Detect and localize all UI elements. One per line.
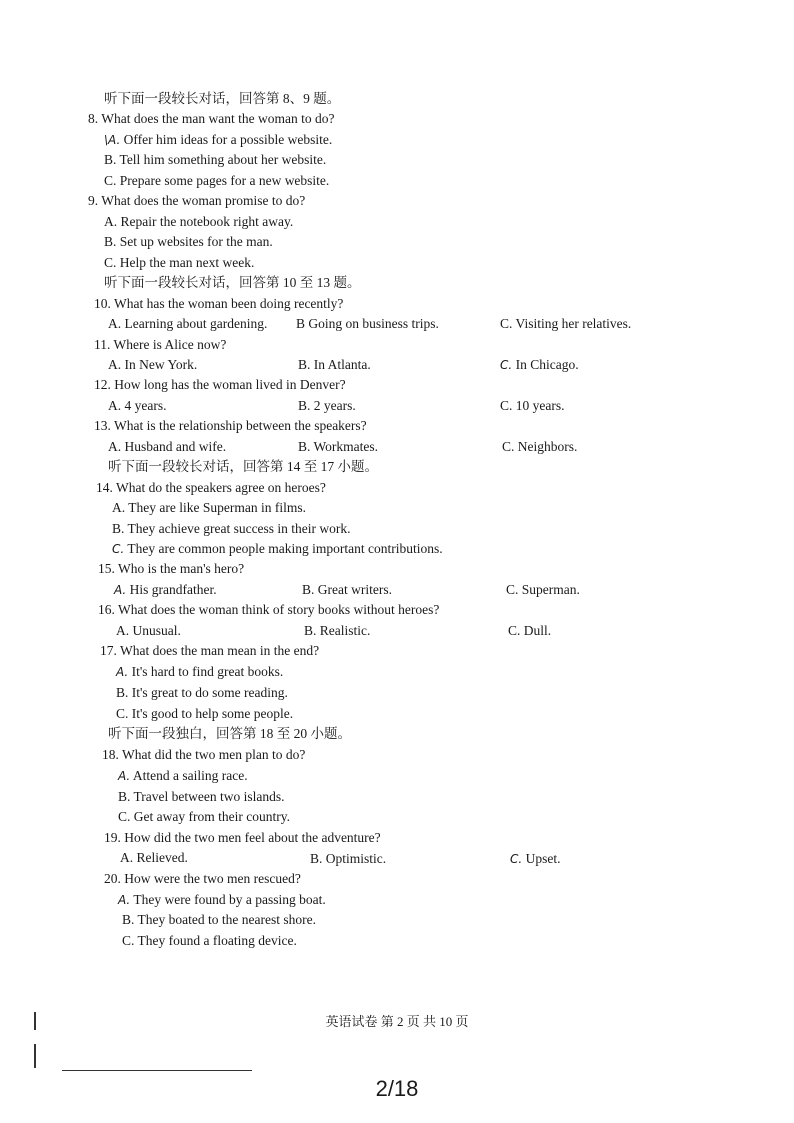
page-indicator: 2/18 bbox=[375, 1076, 419, 1101]
answer-mark: A. bbox=[118, 893, 131, 907]
option-13b: B. Workmates. bbox=[298, 439, 379, 454]
option-8c: C. Prepare some pages for a new website. bbox=[104, 173, 330, 188]
question-18: 18. What did the two men plan to do? bbox=[102, 747, 306, 762]
option-13a: A. Husband and wife. bbox=[108, 439, 227, 454]
option-18c: C. Get away from their country. bbox=[118, 809, 290, 824]
question-15: 15. Who is the man's hero? bbox=[98, 561, 245, 576]
option-20a bbox=[118, 891, 326, 909]
option-14b: B. They achieve great success in their work. bbox=[112, 521, 351, 536]
option-text: In Chicago. bbox=[515, 357, 579, 372]
option-14c bbox=[112, 540, 443, 558]
option-12c: C. 10 years. bbox=[500, 398, 565, 413]
scan-underline bbox=[62, 1070, 252, 1071]
option-text: They were found by a passing boat. bbox=[133, 892, 326, 907]
answer-mark: A. bbox=[118, 769, 131, 783]
option-text: Offer him ideas for a possible website. bbox=[123, 132, 333, 147]
answer-mark: C. bbox=[500, 358, 513, 372]
option-text: His grandfather. bbox=[129, 582, 217, 597]
option-10c: C. Visiting her relatives. bbox=[500, 316, 632, 331]
option-11a: A. In New York. bbox=[108, 357, 198, 372]
option-8b: B. Tell him something about her website. bbox=[104, 152, 327, 167]
option-14a: A. They are like Superman in films. bbox=[112, 500, 306, 515]
answer-mark: C. bbox=[510, 852, 523, 866]
question-19: 19. How did the two men feel about the adventure? bbox=[104, 830, 381, 845]
page-footer: 英语试卷 第 2 页 共 10 页 bbox=[325, 1014, 469, 1029]
option-9b: B. Set up websites for the man. bbox=[104, 234, 273, 249]
scan-edge-mark bbox=[34, 1012, 36, 1030]
section-instruction: 听下面一段独白，回答第 18 至 20 小题。 bbox=[108, 726, 351, 741]
answer-mark: \A. bbox=[104, 133, 121, 147]
answer-mark: A. bbox=[116, 665, 129, 679]
option-15c: C. Superman. bbox=[506, 582, 580, 597]
section-instruction: 听下面一段较长对话，回答第 14 至 17 小题。 bbox=[108, 459, 378, 474]
option-16c: C. Dull. bbox=[508, 623, 552, 638]
option-10b: B Going on business trips. bbox=[296, 316, 439, 331]
question-9: 9. What does the woman promise to do? bbox=[88, 193, 306, 208]
option-12a: A. 4 years. bbox=[108, 398, 167, 413]
option-15b: B. Great writers. bbox=[302, 582, 392, 597]
option-10a: A. Learning about gardening. bbox=[108, 316, 268, 331]
option-17a bbox=[116, 663, 283, 681]
option-19a: A. Relieved. bbox=[120, 850, 188, 865]
option-11c bbox=[500, 356, 579, 374]
option-15a bbox=[114, 581, 217, 599]
question-8: 8. What does the man want the woman to do? bbox=[88, 111, 335, 126]
option-8a bbox=[104, 131, 332, 149]
option-19c bbox=[510, 850, 560, 868]
option-9c: C. Help the man next week. bbox=[104, 255, 255, 270]
option-text: They are common people making important contributions. bbox=[127, 541, 443, 556]
option-17c: C. It's good to help some people. bbox=[116, 706, 294, 721]
question-10: 10. What has the woman been doing recently? bbox=[94, 296, 344, 311]
option-12b: B. 2 years. bbox=[298, 398, 356, 413]
scan-edge-mark bbox=[34, 1044, 36, 1068]
option-20b: B. They boated to the nearest shore. bbox=[122, 912, 316, 927]
question-13: 13. What is the relationship between the speakers? bbox=[94, 418, 367, 433]
option-13c: C. Neighbors. bbox=[502, 439, 578, 454]
option-text: Attend a sailing race. bbox=[132, 768, 248, 783]
option-11b: B. In Atlanta. bbox=[298, 357, 371, 372]
question-16: 16. What does the woman think of story books without heroes? bbox=[98, 602, 440, 617]
question-14: 14. What do the speakers agree on heroes? bbox=[96, 480, 326, 495]
option-9a: A. Repair the notebook right away. bbox=[104, 214, 294, 229]
option-text: Upset. bbox=[525, 851, 561, 866]
option-18a bbox=[118, 767, 248, 785]
answer-mark: A. bbox=[114, 583, 127, 597]
option-16a: A. Unusual. bbox=[116, 623, 181, 638]
question-12: 12. How long has the woman lived in Denver? bbox=[94, 377, 346, 392]
option-18b: B. Travel between two islands. bbox=[118, 789, 285, 804]
question-11: 11. Where is Alice now? bbox=[94, 337, 227, 352]
option-19b: B. Optimistic. bbox=[310, 851, 387, 866]
section-instruction: 听下面一段较长对话，回答第 8、9 题。 bbox=[104, 91, 341, 106]
question-20: 20. How were the two men rescued? bbox=[104, 871, 301, 886]
section-instruction: 听下面一段较长对话，回答第 10 至 13 题。 bbox=[104, 275, 361, 290]
question-17: 17. What does the man mean in the end? bbox=[100, 643, 320, 658]
option-17b: B. It's great to do some reading. bbox=[116, 685, 288, 700]
option-text: It's hard to find great books. bbox=[131, 664, 284, 679]
answer-mark: C. bbox=[112, 542, 125, 556]
option-16b: B. Realistic. bbox=[304, 623, 371, 638]
option-20c: C. They found a floating device. bbox=[122, 933, 297, 948]
